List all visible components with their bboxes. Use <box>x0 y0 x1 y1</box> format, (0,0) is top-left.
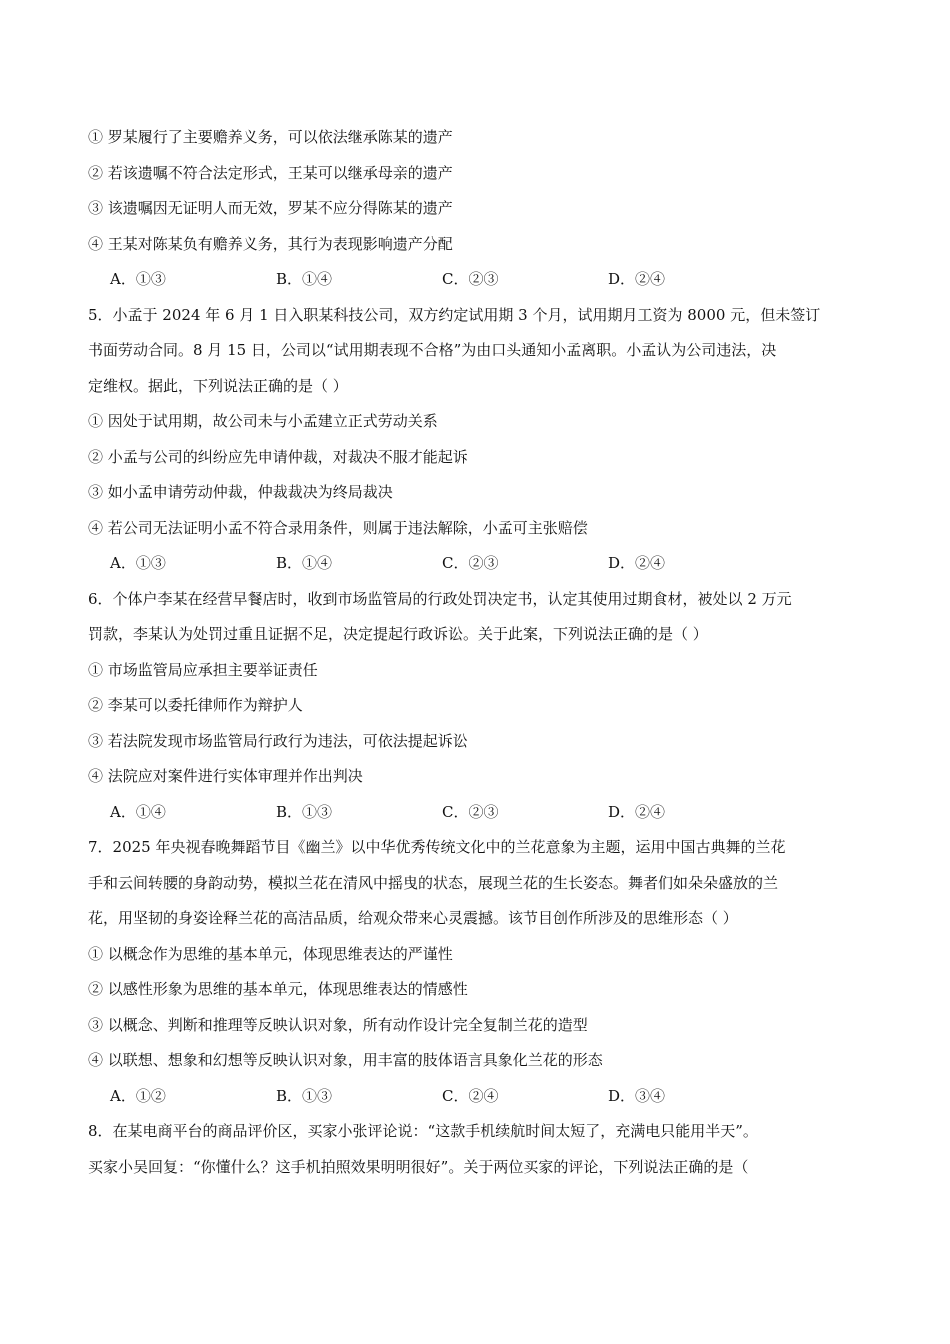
question-6 <box>88 582 868 831</box>
q8-stem-line-2: 买家小吴回复：“你懂什么？这手机拍照效果明明很好”。关于两位买家的评论，下列说法正确的是（ <box>88 1157 749 1176</box>
q5-item-3: ③ 如小孟申请劳动仲裁，仲裁裁决为终局裁决 <box>88 483 393 501</box>
q5-item-1: ① 因处于试用期，故公司未与小孟建立正式劳动关系 <box>88 412 438 430</box>
question-5 <box>88 298 868 582</box>
q5-stem-line-3: 定维权。据此，下列说法正确的是（ ） <box>88 376 348 395</box>
q5-stem-line-1: 5．小孟于 2024 年 6 月 1 日入职某科技公司，双方约定试用期 3 个月，试用期月工资为 8000 元，但未签订 <box>88 305 821 324</box>
q4-item-3: ③ 该遗嘱因无证明人而无效，罗某不应分得陈某的遗产 <box>88 199 453 217</box>
q4-item-4: ④ 王某对陈某负有赡养义务，其行为表现影响遗产分配 <box>88 234 453 253</box>
q5-options <box>88 546 868 582</box>
q5-item-4: ④ 若公司无法证明小孟不符合录用条件，则属于违法解除，小孟可主张赔偿 <box>88 518 588 537</box>
exam-page <box>88 120 868 1185</box>
question-7 <box>88 830 868 1114</box>
q6-item-4: ④ 法院应对案件进行实体审理并作出判决 <box>88 767 363 785</box>
q4-options <box>88 262 868 298</box>
q8-stem-line-1: 8．在某电商平台的商品评价区，买家小张评论说：“这款手机续航时间太短了，充满电只能用半天”。 <box>88 1122 758 1140</box>
q6-option-a: A．①④ <box>110 802 166 821</box>
q7-item-2: ② 以感性形象为思维的基本单元，体现思维表达的情感性 <box>88 980 468 998</box>
question-4 <box>88 120 868 298</box>
q4-option-c: C．②③ <box>442 270 499 288</box>
q6-item-3: ③ 若法院发现市场监管局行政行为违法，可依法提起诉讼 <box>88 731 468 750</box>
q7-options <box>88 1079 868 1115</box>
q4-item-1: ① 罗某履行了主要赡养义务，可以依法继承陈某的遗产 <box>88 128 453 146</box>
q4-option-a: A．①③ <box>110 270 166 288</box>
q7-option-a: A．①② <box>110 1086 166 1105</box>
q6-item-2: ② 李某可以委托律师作为辩护人 <box>88 696 303 714</box>
q6-stem-line-1: 6．个体户李某在经营早餐店时，收到市场监管局的行政处罚决定书，认定其使用过期食材，被处以 2 万元 <box>88 589 792 608</box>
q5-option-a: A．①③ <box>110 554 166 572</box>
q5-option-d: D．②④ <box>608 554 666 572</box>
q7-stem-line-3: 花，用坚韧的身姿诠释兰花的高洁品质，给观众带来心灵震撼。该节目创作所涉及的思维形态（ ） <box>88 909 738 927</box>
q5-option-b: B．①④ <box>276 554 333 572</box>
q6-item-1: ① 市场监管局应承担主要举证责任 <box>88 660 318 679</box>
q4-option-b: B．①④ <box>276 270 333 288</box>
q6-stem-line-2: 罚款，李某认为处罚过重且证据不足，决定提起行政诉讼。关于此案，下列说法正确的是（ ） <box>88 625 708 643</box>
q7-stem-line-2: 手和云间转腰的身韵动势，模拟兰花在清风中摇曳的状态，展现兰花的生长姿态。舞者们如朵朵盛放的兰 <box>88 873 779 892</box>
q6-option-d: D．②④ <box>608 802 666 821</box>
question-8 <box>88 1114 868 1185</box>
q7-option-b: B．①③ <box>276 1086 333 1105</box>
q7-item-3: ③ 以概念、判断和推理等反映认识对象，所有动作设计完全复制兰花的造型 <box>88 1015 588 1034</box>
q4-option-d: D．②④ <box>608 270 666 288</box>
q5-stem-line-2: 书面劳动合同。8 月 15 日，公司以“试用期表现不合格”为由口头通知小孟离职。小孟认为公司违法，决 <box>88 341 777 359</box>
q4-item-2: ② 若该遗嘱不符合法定形式，王某可以继承母亲的遗产 <box>88 163 453 182</box>
q7-option-d: D．③④ <box>608 1086 666 1105</box>
q6-option-c: C．②③ <box>442 802 499 821</box>
q5-item-2: ② 小孟与公司的纠纷应先申请仲裁，对裁决不服才能起诉 <box>88 447 468 466</box>
q7-item-1: ① 以概念作为思维的基本单元，体现思维表达的严谨性 <box>88 944 453 963</box>
q6-option-b: B．①③ <box>276 802 333 821</box>
q5-option-c: C．②③ <box>442 554 499 572</box>
q7-item-4: ④ 以联想、想象和幻想等反映认识对象，用丰富的肢体语言具象化兰花的形态 <box>88 1051 603 1069</box>
q7-option-c: C．②④ <box>442 1086 499 1105</box>
q6-options <box>88 795 868 831</box>
q7-stem-line-1: 7．2025 年央视春晚舞蹈节目《幽兰》以中华优秀传统文化中的兰花意象为主题，运用中国古典舞的兰花 <box>88 838 786 856</box>
